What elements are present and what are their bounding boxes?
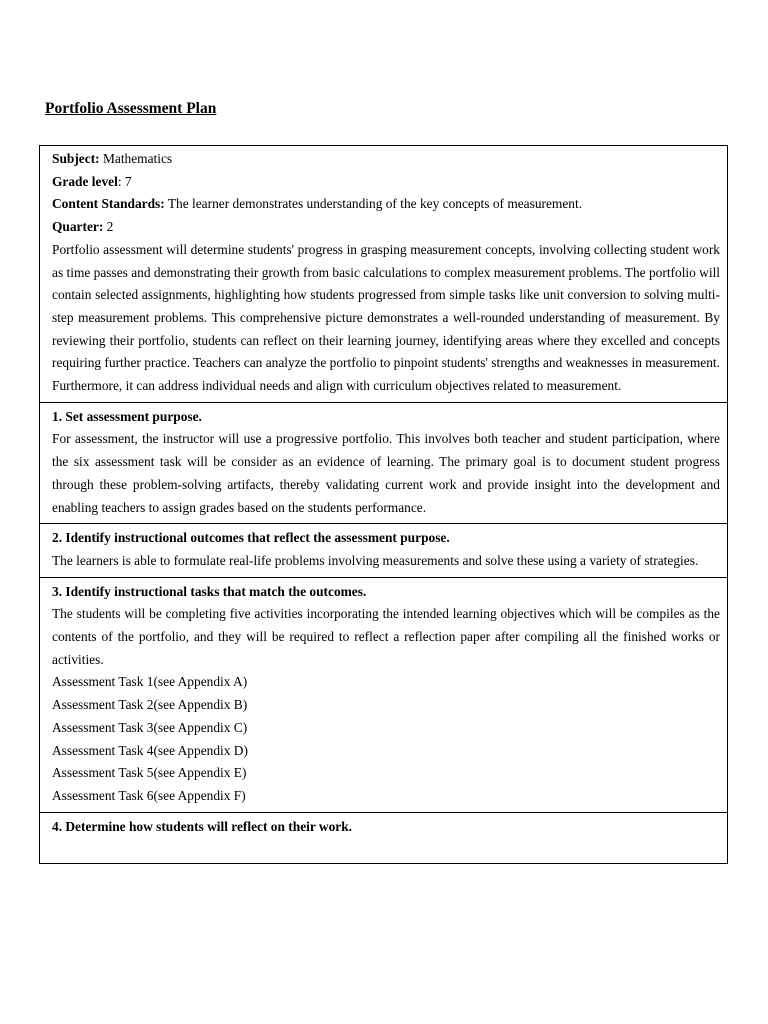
grade-value: : 7 (117, 173, 132, 189)
purpose-body: For assessment, the instructor will use a progressive portfolio. This involves both teacher and student participation, where the six assessment task will be consider as an evidence of learning. The primary goal is to document student progress through these problem-solving artifacts, thereby validating current work and provide insight into the development and enabling teachers to assign grades based on the students performance. (52, 431, 720, 515)
page-title: Portfolio Assessment Plan (45, 100, 217, 117)
overview-section (40, 146, 727, 402)
standards-value: The learner demonstrates understanding of the key concepts of measurement. (167, 196, 583, 212)
list-item: Assessment Task 3(see Appendix C) (52, 719, 248, 735)
purpose-heading: 1. Set assessment purpose. (52, 408, 202, 424)
outcomes-heading: 2. Identify instructional outcomes that reflect the assessment purpose. (52, 530, 450, 546)
subject-value: Mathematics (102, 151, 173, 166)
quarter-value: 2 (106, 219, 114, 235)
assessment-plan-table (39, 145, 728, 864)
grade-label: Grade level (52, 173, 118, 189)
task-list (52, 671, 720, 807)
subject-label: Subject: (52, 151, 100, 166)
standards-label: Content Standards: (52, 196, 165, 212)
overview-description: Portfolio assessment will determine students' progress in grasping measurement concepts, involving collecting student work as time passes and demonstrating their growth from basic calculations to complex measurement problems. The portfolio will contain selected assignments, highlighting how students progressed from simple tasks like unit conversion to solving multi-step measurement problems. This comprehensive picture demonstrates a well-rounded understanding of measurement. By reviewing their portfolio, students can reflect on their learning journey, identifying areas where they excelled and concepts requiring further practice. Teachers can analyze the portfolio to pinpoint students' strengths and weaknesses in measurement. Furthermore, it can address individual needs and align with curriculum objectives related to measurement. (52, 241, 721, 394)
tasks-section (40, 577, 727, 812)
list-item: Assessment Task 2(see Appendix B) (52, 697, 248, 713)
tasks-body: The students will be completing five activities incorporating the intended learning objectives which will be compiles as the contents of the portfolio, and they will be required to reflect a reflection paper after compiling all the finished works or activities. (52, 606, 720, 667)
outcomes-section (40, 523, 727, 576)
outcomes-body: The learners is able to formulate real-life problems involving measurements and solve these using a variety of strategies. (52, 552, 699, 568)
list-item: Assessment Task 4(see Appendix D) (52, 742, 248, 758)
standards-line (52, 193, 720, 216)
quarter-label: Quarter: (52, 219, 104, 235)
purpose-section (40, 402, 727, 524)
list-item: Assessment Task 6(see Appendix F) (52, 787, 246, 803)
list-item: Assessment Task 1(see Appendix A) (52, 674, 248, 690)
tasks-heading: 3. Identify instructional tasks that match the outcomes. (52, 583, 367, 599)
reflection-section (40, 812, 727, 863)
reflection-heading: 4. Determine how students will reflect on their work. (52, 818, 353, 834)
quarter-line (52, 216, 720, 239)
grade-line (52, 171, 720, 194)
list-item: Assessment Task 5(see Appendix E) (52, 765, 247, 781)
subject-line (52, 148, 720, 171)
